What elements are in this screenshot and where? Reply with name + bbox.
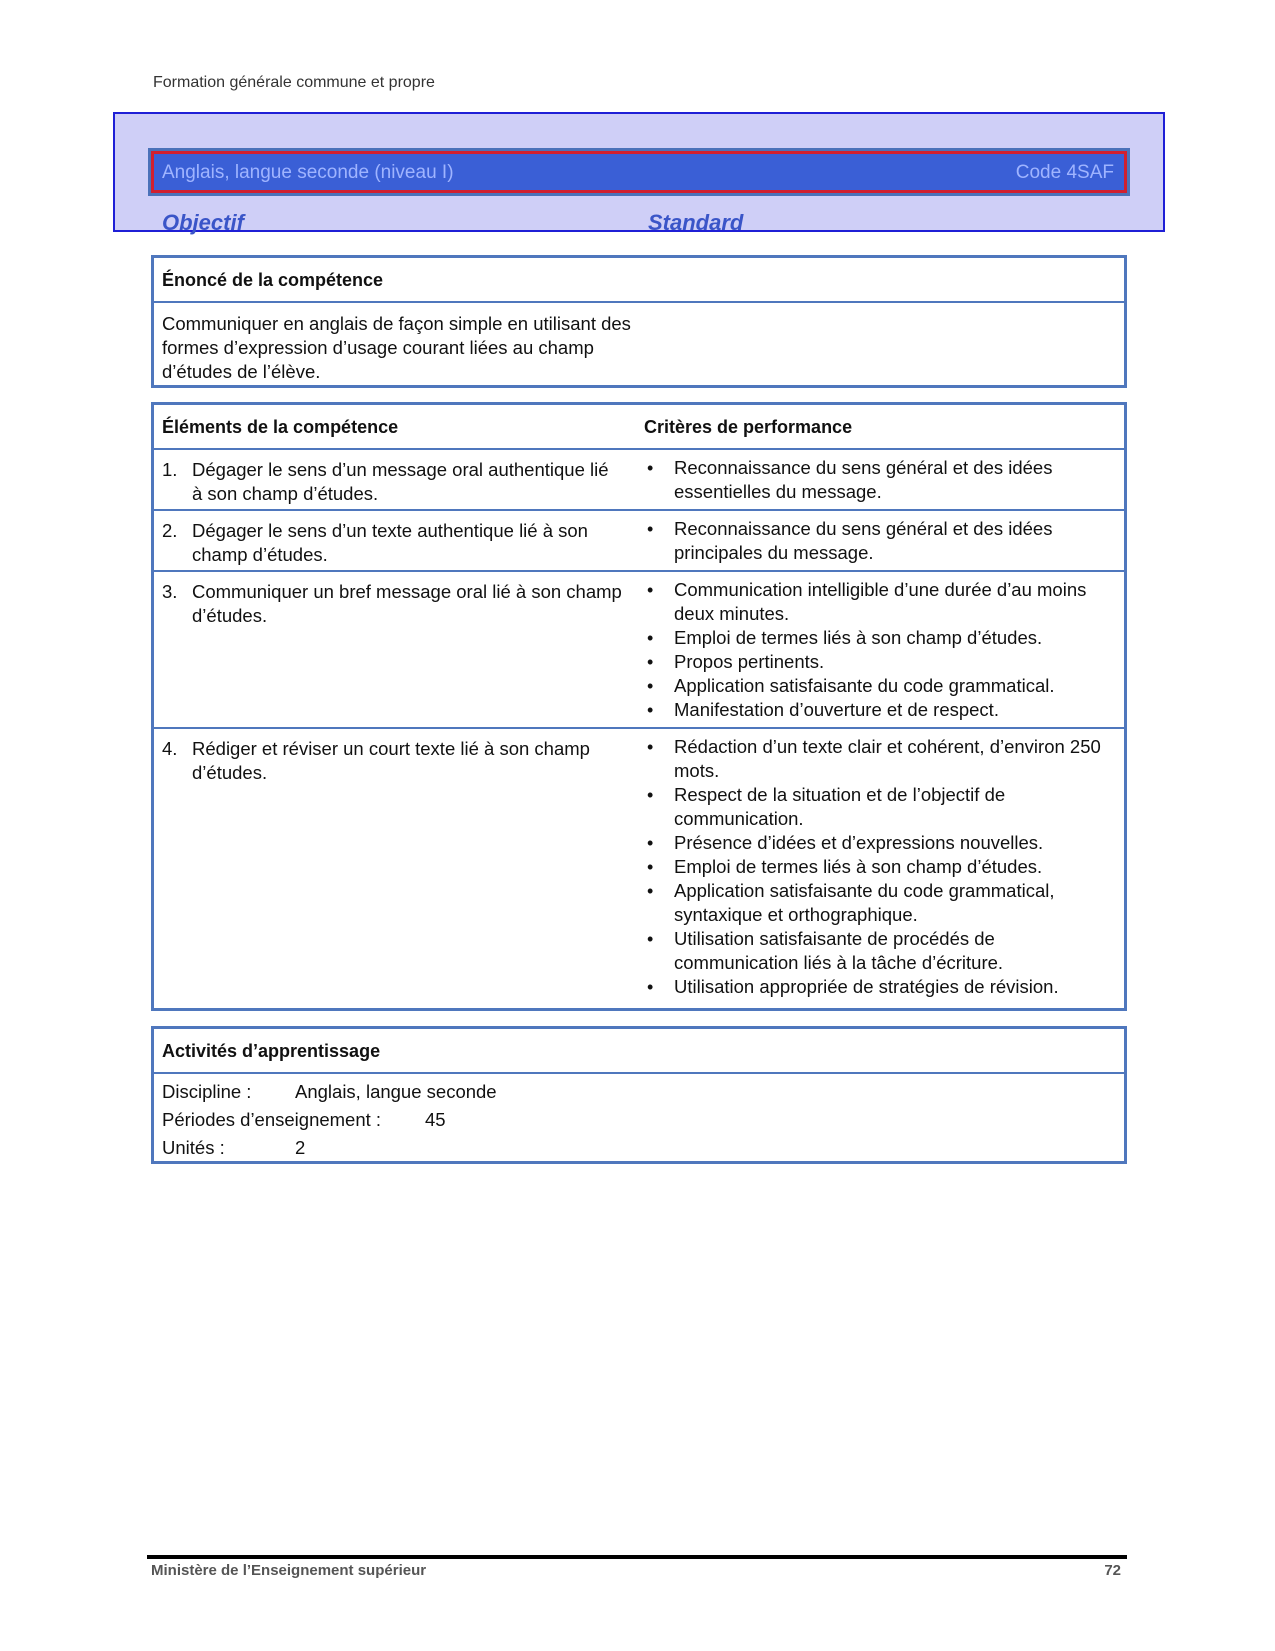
criteria-item: • Reconnaissance du sens général et des idées principales du message. xyxy=(647,518,1053,563)
bullet-icon: • xyxy=(647,700,654,720)
bullet-icon: • xyxy=(647,977,654,997)
criteria-item: • Emploi de termes liés à son champ d’études. xyxy=(647,856,1043,877)
bullet-icon: • xyxy=(647,628,654,648)
criteria-list xyxy=(644,456,1104,504)
criteria-item: • Emploi de termes liés à son champ d’études. xyxy=(647,627,1043,648)
criteria-item: • Utilisation satisfaisante de procédés de communication liés à la tâche d’écriture. xyxy=(647,928,1004,973)
discipline-value: Anglais, langue seconde xyxy=(295,1081,497,1102)
discipline-line xyxy=(162,1081,497,1103)
bullet-icon: • xyxy=(647,519,654,539)
bullet-icon: • xyxy=(647,580,654,600)
code-value: 4SAF xyxy=(1066,162,1114,183)
elements-heading: Éléments de la compétence xyxy=(162,417,399,437)
bullet-icon: • xyxy=(647,785,654,805)
standard-heading: Standard xyxy=(648,210,744,235)
criteria-list xyxy=(644,735,1104,999)
criteria-list xyxy=(644,517,1104,565)
units-value: 2 xyxy=(295,1137,306,1158)
bullet-icon: • xyxy=(647,676,654,696)
bullet-icon: • xyxy=(647,881,654,901)
criteria-heading: Critères de performance xyxy=(644,417,853,437)
periods-line xyxy=(162,1109,446,1131)
criteria-item: • Application satisfaisante du code grammatical, syntaxique et orthographique. xyxy=(647,880,1055,925)
competence-statement-heading: Énoncé de la compétence xyxy=(162,270,384,290)
page-number: 72 xyxy=(1104,1562,1121,1579)
table-row xyxy=(154,729,1124,1009)
table-row xyxy=(154,572,1124,729)
element-number: 1. xyxy=(162,459,178,480)
bullet-icon: • xyxy=(647,737,654,757)
element-number: 2. xyxy=(162,520,178,541)
criteria-item: • Rédaction d’un texte clair et cohérent, d’environ 250 mots. xyxy=(647,736,1101,781)
bullet-icon: • xyxy=(647,458,654,478)
element-cell xyxy=(162,737,622,785)
criteria-item: • Propos pertinents. xyxy=(647,651,825,672)
criteria-item: • Reconnaissance du sens général et des idées essentielles du message. xyxy=(647,457,1053,502)
competence-statement-text: Communiquer en anglais de façon simple en utilisant des formes d’expression d’usage courant liées au champ d’études de l’élève. xyxy=(162,313,631,382)
activities-box xyxy=(151,1026,1127,1164)
bullet-icon: • xyxy=(647,833,654,853)
criteria-item: • Manifestation d’ouverture et de respect. xyxy=(647,699,999,720)
units-label: Unités : xyxy=(162,1137,225,1158)
course-code xyxy=(1016,162,1114,184)
criteria-item: • Présence d’idées et d’expressions nouvelles. xyxy=(647,832,1044,853)
table-row xyxy=(154,450,1124,511)
criteria-item: • Application satisfaisante du code grammatical. xyxy=(647,675,1055,696)
course-title: Anglais, langue seconde (niveau I) xyxy=(162,162,454,183)
criteria-item: • Communication intelligible d’une durée d’au moins deux minutes. xyxy=(647,579,1087,624)
elements-criteria-table xyxy=(151,402,1127,1011)
table-header-row xyxy=(154,405,1124,450)
activities-heading: Activités d’apprentissage xyxy=(162,1041,381,1061)
footer-ministry: Ministère de l’Enseignement supérieur xyxy=(151,1562,427,1579)
element-number: 4. xyxy=(162,738,178,759)
competence-statement-header xyxy=(154,258,1124,303)
element-cell xyxy=(162,458,622,506)
criteria-item: • Utilisation appropriée de stratégies de révision. xyxy=(647,976,1059,997)
element-number: 3. xyxy=(162,581,178,602)
bullet-icon: • xyxy=(647,857,654,877)
table-row xyxy=(154,511,1124,572)
code-label: Code xyxy=(1015,162,1062,183)
periods-label: Périodes d’enseignement : xyxy=(162,1109,382,1130)
criteria-item: • Respect de la situation et de l’objectif de communication. xyxy=(647,784,1006,829)
units-line xyxy=(162,1137,306,1159)
discipline-label: Discipline : xyxy=(162,1081,252,1102)
objective-heading: Objectif xyxy=(162,210,244,235)
periods-value: 45 xyxy=(425,1109,446,1130)
bullet-icon: • xyxy=(647,652,654,672)
course-title-bar xyxy=(151,151,1127,193)
element-text: Communiquer un bref message oral lié à son champ d’études. xyxy=(192,581,622,626)
running-header: Formation générale commune et propre xyxy=(153,74,435,91)
element-text: Dégager le sens d’un texte authentique lié à son champ d’études. xyxy=(192,520,588,565)
activities-header xyxy=(154,1029,1124,1074)
footer-rule xyxy=(147,1555,1127,1559)
element-cell xyxy=(162,519,622,567)
element-text: Dégager le sens d’un message oral authentique lié à son champ d’études. xyxy=(192,459,609,504)
competence-statement-box xyxy=(151,255,1127,388)
bullet-icon: • xyxy=(647,929,654,949)
element-text: Rédiger et réviser un court texte lié à son champ d’études. xyxy=(192,738,590,783)
criteria-list xyxy=(644,578,1104,722)
element-cell xyxy=(162,580,622,628)
